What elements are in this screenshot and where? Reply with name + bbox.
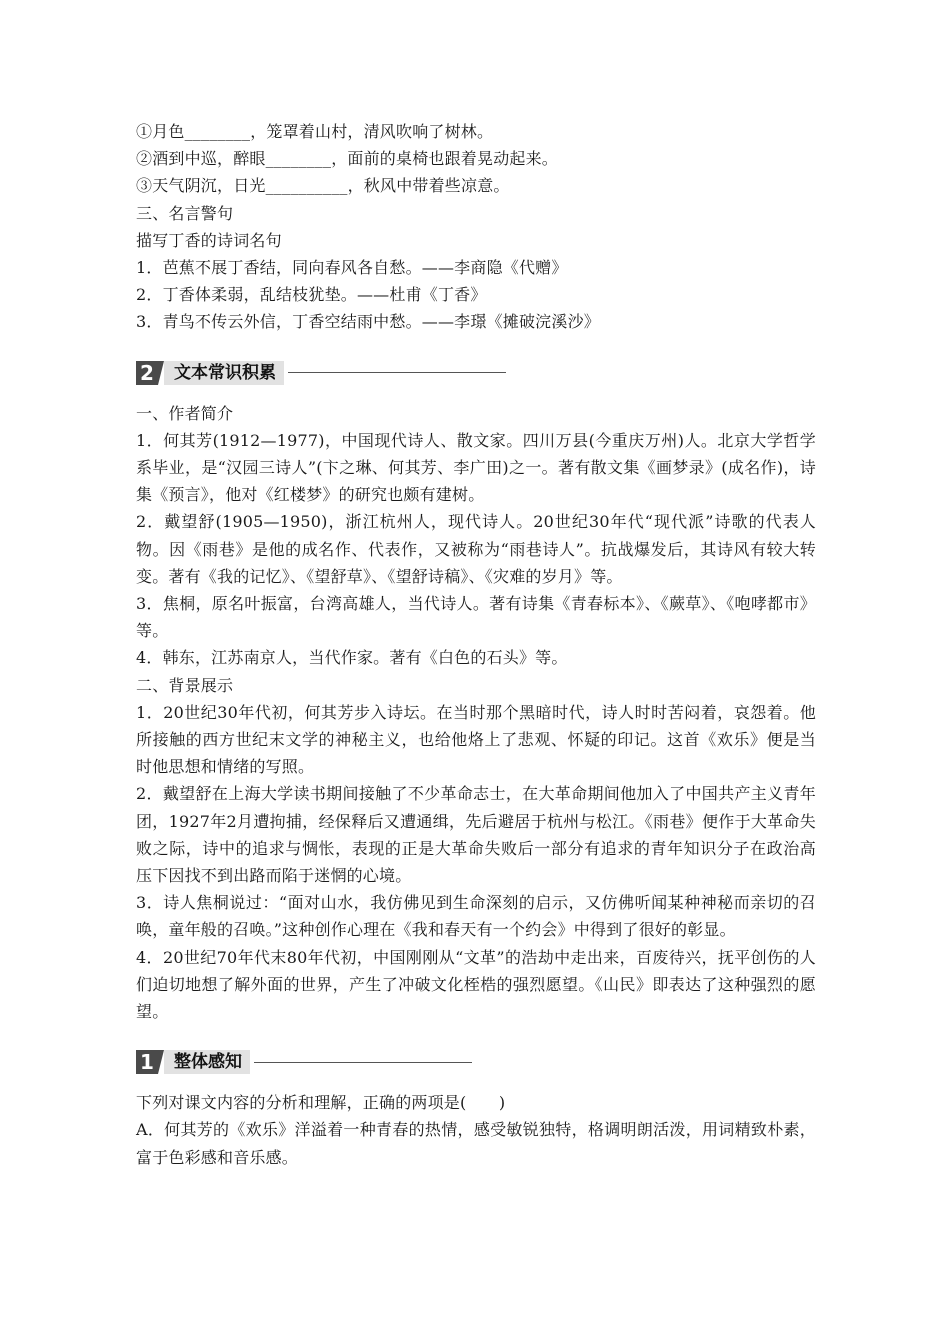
blank-sentence-2: ②酒到中巡，醉眼________，面前的桌椅也跟着晃动起来。	[136, 149, 559, 169]
author-paragraph: 1．何其芳(1912—1977)，中国现代诗人、散文家。四川万县(今重庆万州)人。北京大学哲学系毕业，是“汉园三诗人”(卞之琳、何其芳、李广田)之一。著有散文集《画梦录》(成名作)，诗集《预言》，他对《红楼梦》的研究也颇有建树。	[136, 430, 816, 505]
section-number-badge: 2	[136, 361, 158, 385]
author-paragraph: 4．韩东，江苏南京人，当代作家。著有《白色的石头》等。	[136, 648, 568, 668]
quote-2: 2．丁香体柔弱，乱结枝犹垫。——杜甫《丁香》	[136, 285, 487, 305]
blank-sentence-3: ③天气阴沉，日光__________，秋风中带着些凉意。	[136, 176, 510, 196]
quotes-heading: 三、名言警句	[136, 203, 234, 223]
section-header-overall-perception	[136, 1049, 816, 1075]
section-header-text-knowledge	[136, 360, 816, 386]
section-title: 文本常识积累	[164, 361, 284, 385]
section-divider	[254, 1062, 472, 1063]
section-number-badge: 1	[136, 1050, 158, 1074]
document-page	[136, 118, 816, 1171]
author-intro-heading: 一、作者简介	[136, 403, 234, 423]
fill-in-blank-list	[136, 118, 816, 336]
question-block	[136, 1089, 816, 1171]
quote-3: 3．青鸟不传云外信，丁香空结雨中愁。——李璟《摊破浣溪沙》	[136, 312, 600, 332]
background-heading: 二、背景展示	[136, 675, 234, 695]
quotes-subheading: 描写丁香的诗词名句	[136, 230, 282, 250]
section-divider	[288, 372, 506, 373]
option-a: A．何其芳的《欢乐》洋溢着一种青春的热情，感受敏锐独特，格调明朗活泼，用词精致朴素，富于色彩感和音乐感。	[136, 1120, 816, 1167]
author-paragraph: 2．戴望舒(1905—1950)，浙江杭州人，现代诗人。20世纪30年代“现代派”诗歌的代表人物。因《雨巷》是他的成名作、代表作，又被称为“雨巷诗人”。抗战爆发后，其诗风有较大转变。著有《我的记忆》、《望舒草》、《望舒诗稿》、《灾难的岁月》等。	[136, 512, 816, 586]
background-paragraph: 4．20世纪70年代末80年代初，中国刚刚从“文革”的浩劫中走出来，百废待兴，抚平创伤的人们迫切地想了解外面的世界，产生了冲破文化桎梏的强烈愿望。《山民》即表达了这种强烈的愿望。	[136, 947, 816, 1021]
blank-sentence-1: ①月色________，笼罩着山村，清风吹响了树林。	[136, 122, 494, 141]
section-title: 整体感知	[164, 1050, 250, 1074]
author-intro	[136, 400, 816, 672]
background-paragraph: 1．20世纪30年代初，何其芳步入诗坛。在当时那个黑暗时代，诗人时时苦闷着，哀怨着。他所接触的西方世纪末文学的神秘主义，也给他烙上了悲观、怀疑的印记。这首《欢乐》便是当时他思想和情绪的写照。	[136, 702, 816, 777]
author-paragraph: 3．焦桐，原名叶振富，台湾高雄人，当代诗人。著有诗集《青春标本》、《蕨草》、《咆哮都市》等。	[136, 593, 816, 641]
question-stem: 下列对课文内容的分析和理解，正确的两项是( )	[136, 1093, 506, 1113]
background-paragraph: 3．诗人焦桐说过：“面对山水，我仿佛见到生命深刻的启示，又仿佛听闻某种神秘而亲切的召唤，童年般的召唤。”这种创作心理在《我和春天有一个约会》中得到了很好的彰显。	[136, 893, 816, 940]
quote-1: 1．芭蕉不展丁香结，同向春风各自愁。——李商隐《代赠》	[136, 257, 568, 277]
background-paragraph: 2．戴望舒在上海大学读书期间接触了不少革命志士，在大革命期间他加入了中国共产主义青年团，1927年2月遭拘捕，经保释后又遭通缉，先后避居于杭州与松江。《雨巷》便作于大革命失败之际，诗中的追求与惆怅，表现的正是大革命失败后一部分有追求的青年知识分子在政治高压下因找不到出路而陷于迷惘的心境。	[136, 784, 816, 885]
background-intro	[136, 672, 816, 1026]
